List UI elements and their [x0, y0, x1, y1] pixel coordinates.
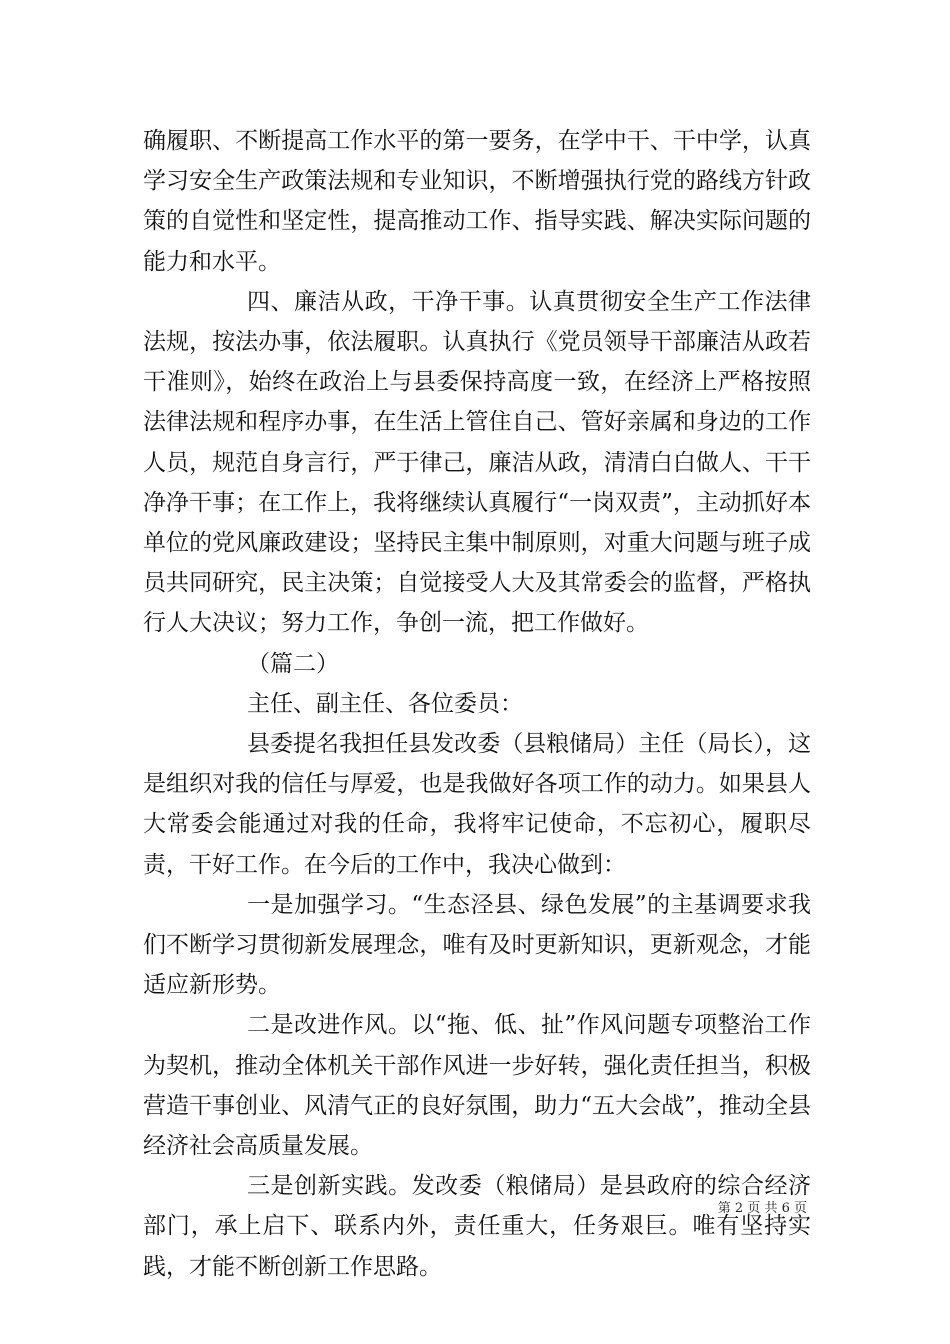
paragraph-point-two: 二是改进作风。以“拖、低、扯”作风问题专项整治工作为契机，推动全体机关干部作风进一步好转，强化责任担当，积极营造干事创业、风清气正的良好氛围，助力“五大会战”，推动全县经济社会高质量发展。: [143, 1012, 811, 1160]
paragraph-continuation: 确履职、不断提高工作水平的第一要务，在学中干、干中学，认真学习安全生产政策法规和专业知识，不断增强执行党的路线方针政策的自觉性和坚定性，提高推动工作、指导实践、解决实际问题的能力和水平。: [143, 128, 811, 275]
paragraph-point-three: 三是创新实践。发改委（粮储局）是县政府的综合经济部门，承上启下、联系内外，责任重大，任务艰巨。唯有坚持实践，才能不断创新工作思路。: [143, 1173, 811, 1280]
salutation: 主任、副主任、各位委员：: [247, 690, 523, 717]
paragraph-section-four: 四、廉洁从政，干净干事。认真贯彻安全生产工作法律法规，按法办事，依法履职。认真执行《党员领导干部廉洁从政若干准则》，始终在政治上与县委保持高度一致，在经济上严格按照法律法规和程序办事，在生活上管住自己、管好亲属和身边的工作人员，规范自身言行，严于律己，廉洁从政，清清白白做人、干干净净干事；在工作上，我将继续认真履行“一岗双责”，主动抓好本单位的党风廉政建设；坚持民主集中制原则，对重大问题与班子成员共同研究，民主决策；自觉接受人大及其常委会的监督，严格执行人大决议；努力工作，争创一流，把工作做好。: [143, 288, 811, 637]
document-body: [143, 121, 811, 1287]
section-heading-part-two: （篇二）: [247, 650, 339, 677]
paragraph-point-one: 一是加强学习。“生态泾县、绿色发展”的主基调要求我们不断学习贯彻新发展理念，唯有及时更新知识，更新观念，才能适应新形势。: [143, 891, 811, 999]
page-number: 第 2 页 共 6 页: [717, 1201, 807, 1216]
paragraph-nomination: 县委提名我担任县发改委（县粮储局）主任（局长），这是组织对我的信任与厚爱，也是我做好各项工作的动力。如果县人大常委会能通过对我的任命，我将牢记使命，不忘初心，履职尽责，干好工作。在今后的工作中，我决心做到：: [143, 731, 811, 878]
